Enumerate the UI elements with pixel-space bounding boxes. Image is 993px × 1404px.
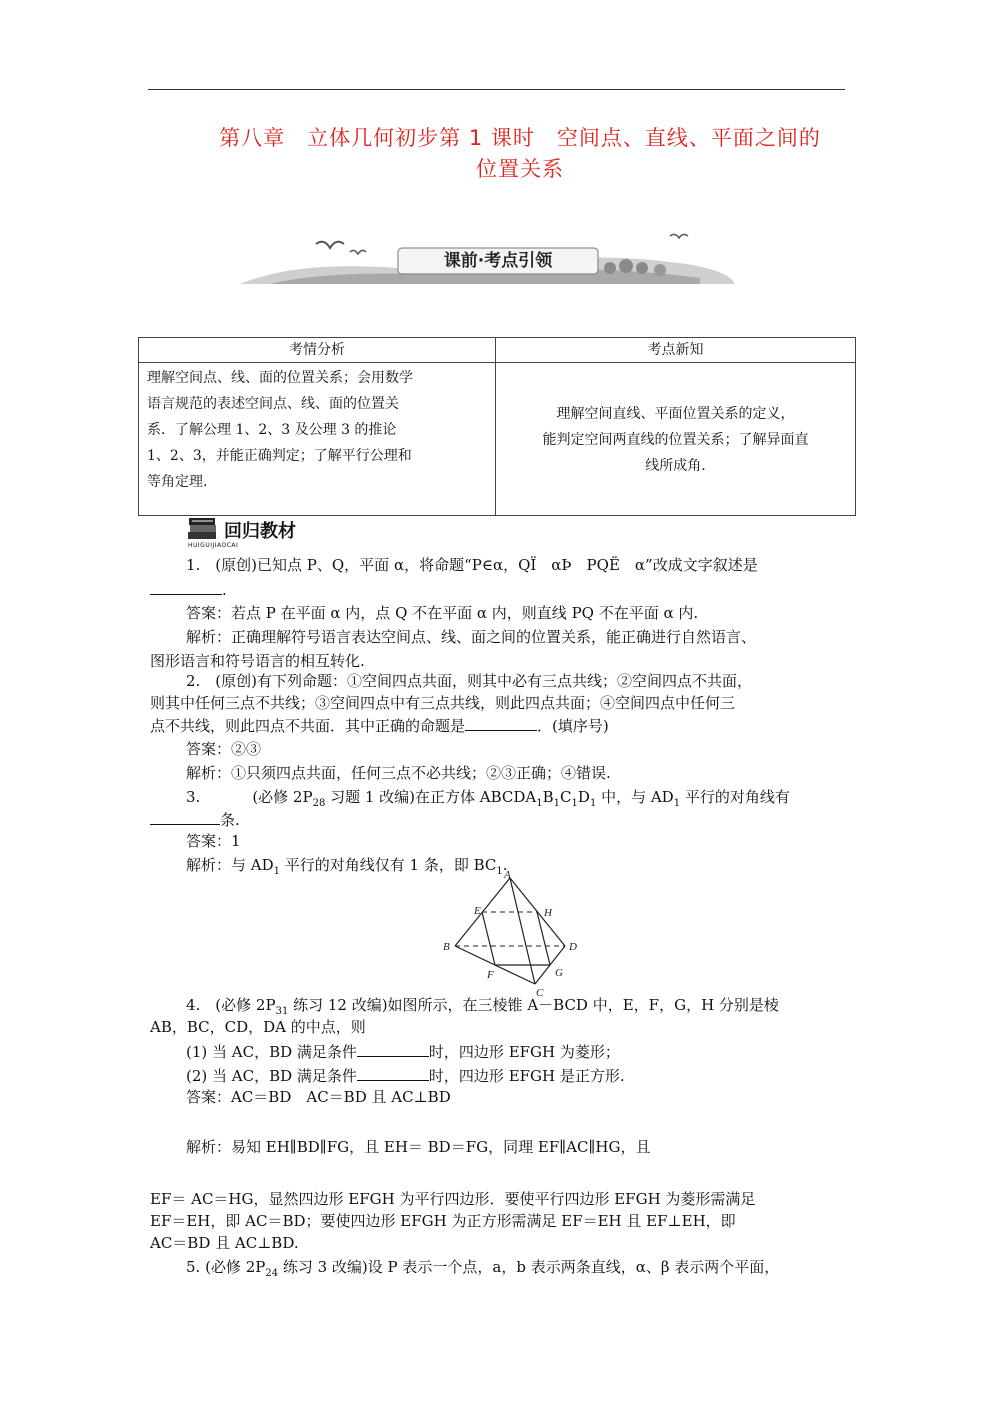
label-H: H — [544, 907, 552, 919]
table-header-new: 考点新知 — [496, 338, 856, 363]
table-text-line: 线所成角. — [645, 458, 706, 474]
q4-sub2: (2) 当 AC，BD 满足条件 时，四边形 EFGH 是正方形. — [186, 1064, 886, 1087]
banner-title: 课前·考点引领 — [443, 251, 553, 271]
q1-answer-blank — [150, 578, 222, 595]
q4-answer-blank-1 — [357, 1040, 429, 1057]
q2-text-2: 则其中任何三点不共线；③空间四点中有三点共线，则此四点共面；④空间四点中任何三 — [150, 694, 736, 712]
q2-text-3: 点不共线，则此四点不共面．其中正确的命题是 ．(填序号) — [150, 714, 850, 737]
q4-sub1: (1) 当 AC，BD 满足条件 时，四边形 EFGH 为菱形； — [186, 1040, 886, 1063]
q4-analysis-4: AC＝BD 且 AC⊥BD. — [150, 1234, 299, 1252]
table-text-line: 能判定空间两直线的位置关系；了解异面直 — [542, 432, 809, 448]
q1-analysis-cont: 图形语言和符号语言的相互转化. — [150, 652, 365, 670]
table-text-line: 1、2、3，并能正确判定；了解平行公理和 — [147, 448, 412, 464]
label-F: F — [487, 969, 494, 981]
q4-analysis: 解析：易知 EH∥BD∥FG，且 EH＝ BD＝FG，同理 EF∥AC∥HG，且 — [186, 1138, 651, 1156]
table-text-line: 系．了解公理 1、2、3 及公理 3 的推论 — [147, 422, 397, 438]
table-cell-new — [496, 363, 856, 516]
q4-analysis-3: EF＝EH，即 AC＝BD；要使四边形 EFGH 为正方形需满足 EF＝EH 且 EF⊥EH，即 — [150, 1212, 736, 1230]
q4-answer: 答案：AC＝BD AC＝BD 且 AC⊥BD — [186, 1088, 451, 1106]
q3-blank-line: 条. — [150, 808, 850, 831]
label-G: G — [555, 967, 563, 979]
label-A: A — [504, 870, 511, 881]
table-text-line: 理解空间直线、平面位置关系的定义， — [556, 406, 795, 422]
table-text-line: 理解空间点、线、面的位置关系；会用数学 — [147, 370, 413, 386]
label-D: D — [569, 941, 577, 953]
table-text-line: 等角定理. — [147, 474, 208, 490]
table-header-analysis: 考情分析 — [139, 338, 496, 363]
q3-answer-blank — [150, 808, 220, 825]
header-rule — [148, 89, 845, 90]
q1-text: 1. (原创)已知点 P、Q，平面 α，将命题“P∈α，QÏ αÞ PQË α”改成文字叙述是 — [186, 556, 758, 574]
q3-text: 3. (必修 $2P_{28}$ 习题 1 改编)在正方体 $ABCDA_1B_1C_1D_1$ 中，与 $AD_1$ 平行的对角线有 — [186, 788, 790, 809]
q2-answer: 答案：②③ — [186, 740, 262, 758]
section-banner — [230, 222, 740, 294]
key-points-table — [138, 337, 856, 516]
q5-text: 5. (必修 $2P_{24}$ 练习 3 改编)设 P 表示一个点，a，b 表示两条直线，α、β 表示两个平面， — [186, 1258, 780, 1279]
q2-analysis: 解析：①只须四点共面，任何三点不必共线；②③正确；④错误. — [186, 764, 611, 782]
page-title-line2: 位置关系 — [476, 157, 564, 181]
page-title: 第八章 立体几何初步第 1 课时 空间点、直线、平面之间的 — [219, 126, 821, 150]
section-heading — [186, 514, 326, 552]
q1-answer: 答案：若点 P 在平面 α 内，点 Q 不在平面 α 内，则直线 PQ 不在平面 α 内. — [186, 604, 699, 622]
q4-text: 4. (必修 $2P_{31}$ 练习 12 改编)如图所示，在三棱锥 A－BCD 中，E，F，G，H 分别是棱 — [186, 996, 779, 1017]
section-title: 回归教材 — [224, 521, 296, 542]
table-text-line: 语言规范的表述空间点、线、面的位置关 — [147, 396, 399, 412]
section-subtitle: HUIGUIJIAOCAI — [188, 542, 239, 549]
q1-blank-line: . — [150, 578, 850, 601]
table-cell-analysis — [139, 363, 496, 516]
q4-text-2: AB，BC，CD，DA 的中点，则 — [150, 1018, 366, 1036]
label-C: C — [536, 987, 544, 999]
books-icon — [186, 514, 220, 542]
label-B: B — [443, 941, 450, 953]
label-E: E — [474, 905, 481, 917]
q2-text: 2. (原创)有下列命题：①空间四点共面，则其中必有三点共线；②空间四点不共面， — [186, 672, 753, 690]
q4-answer-blank-2 — [357, 1064, 429, 1081]
tetrahedron-figure — [440, 870, 590, 1000]
q2-answer-blank — [465, 714, 537, 731]
q1-analysis: 解析：正确理解符号语言表达空间点、线、面之间的位置关系，能正确进行自然语言、 — [186, 628, 757, 646]
q4-analysis-2: EF＝ AC＝HG，显然四边形 EFGH 为平行四边形．要使平行四边形 EFGH 为菱形需满足 — [150, 1190, 756, 1208]
q3-answer: 答案：1 — [186, 832, 241, 850]
q3-analysis: 解析：与 $AD_1$ 平行的对角线仅有 1 条，即 $BC_1$. — [186, 856, 508, 877]
